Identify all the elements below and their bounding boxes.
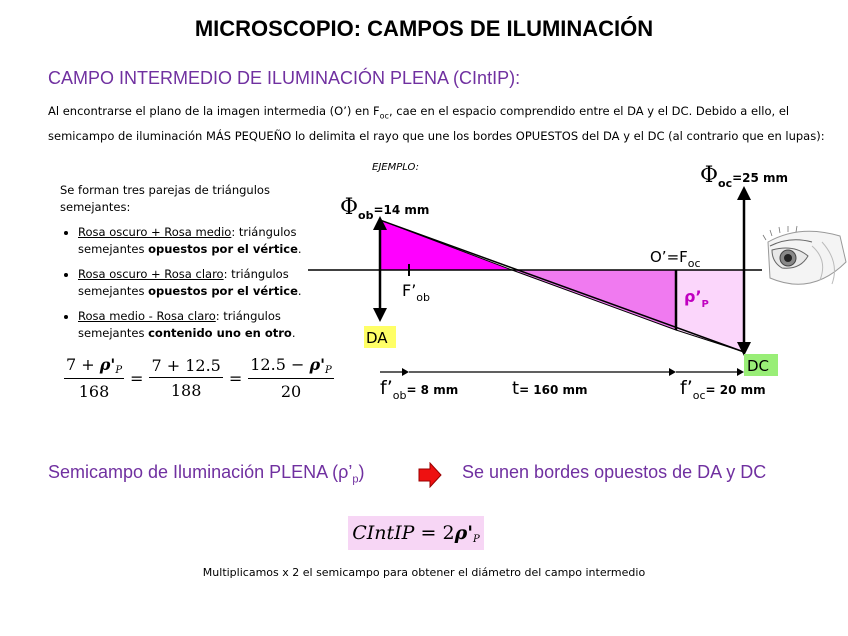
semicampo-result: Se unen bordes opuestos de DA y DC	[462, 462, 767, 482]
list-item: • Rosa medio - Rosa claro: triángulos semejantes contenido uno en otro.	[78, 308, 305, 342]
intermediate-image-label: $O’=F_{oc}$	[650, 248, 701, 270]
t-arrow-head	[669, 368, 676, 376]
dc-label: DC	[747, 357, 770, 375]
intro-paragraph: Al encontrarse el plano de la imagen intermedia (O’) en $F_{oc}$, cae en el espacio comprendido entre el DA y el DC. Debido a ello, el semicampo de iluminación MÁS PEQUEÑO lo delimita el rayo que une los bordes OPUESTOS del DA y el DC (al contrario que en lupas):	[48, 104, 825, 144]
fob-arrow-head	[402, 368, 409, 376]
f-ob-distance-label: f’ob= 8 mm	[380, 377, 459, 402]
page-title: MICROSCOPIO: CAMPOS DE ILUMINACIÓN	[194, 16, 654, 41]
list-item: • Rosa oscuro + Rosa medio: triángulos semejantes opuestos por el vértice.	[78, 224, 305, 258]
fraction-2: $\frac{7 + 12.5}{188}$	[151, 356, 221, 400]
rho-label: $\rho’_P$	[684, 287, 709, 310]
da-arrow-head-down	[373, 308, 387, 322]
footer-note: Multiplicamos x 2 el semicampo para obtener el diámetro del campo intermedio	[202, 566, 646, 579]
phi-oc-label: Φoc=25 mm	[700, 163, 789, 190]
proportion-formula: $\frac{7 + \rho'_P}{168}$ = $\frac{7 + 12.5}{188}$ = $\frac{12.5 - \rho'_P}{20}$	[66, 355, 332, 401]
phi-ob-label: Φob=14 mm	[340, 195, 430, 222]
da-label: DA	[366, 329, 388, 347]
semicampo-label: Semicampo de Iluminación PLENA $(\rho’_p)$	[48, 462, 365, 486]
dc-arrow-head-up	[737, 186, 751, 200]
eye-icon	[763, 226, 846, 284]
focal-ob-label: $F’_{ob}$	[402, 281, 431, 304]
list-item: • Rosa oscuro + Rosa claro: triángulos semejantes opuestos por el vértice.	[78, 266, 305, 300]
f-oc-distance-label: f’oc= 20 mm	[680, 377, 766, 402]
foc-arrow-head	[737, 368, 744, 376]
section-heading: CAMPO INTERMEDIO DE ILUMINACIÓN PLENA (CIntIP):	[48, 68, 521, 88]
ejemplo-label: EJEMPLO:	[372, 162, 419, 173]
final-formula: CIntIP = $2\rho'_P$	[348, 516, 484, 550]
t-distance-label: t= 160 mm	[512, 378, 588, 399]
triangles-lead: Se forman tres parejas de triángulos semejantes:	[60, 183, 270, 214]
fraction-1: $\frac{7 + \rho'_P}{168}$	[66, 355, 123, 401]
mid-pink-triangle	[512, 270, 676, 330]
red-right-arrow-icon	[418, 462, 442, 488]
fraction-3: $\frac{12.5 - \rho'_P}{20}$	[250, 355, 332, 401]
